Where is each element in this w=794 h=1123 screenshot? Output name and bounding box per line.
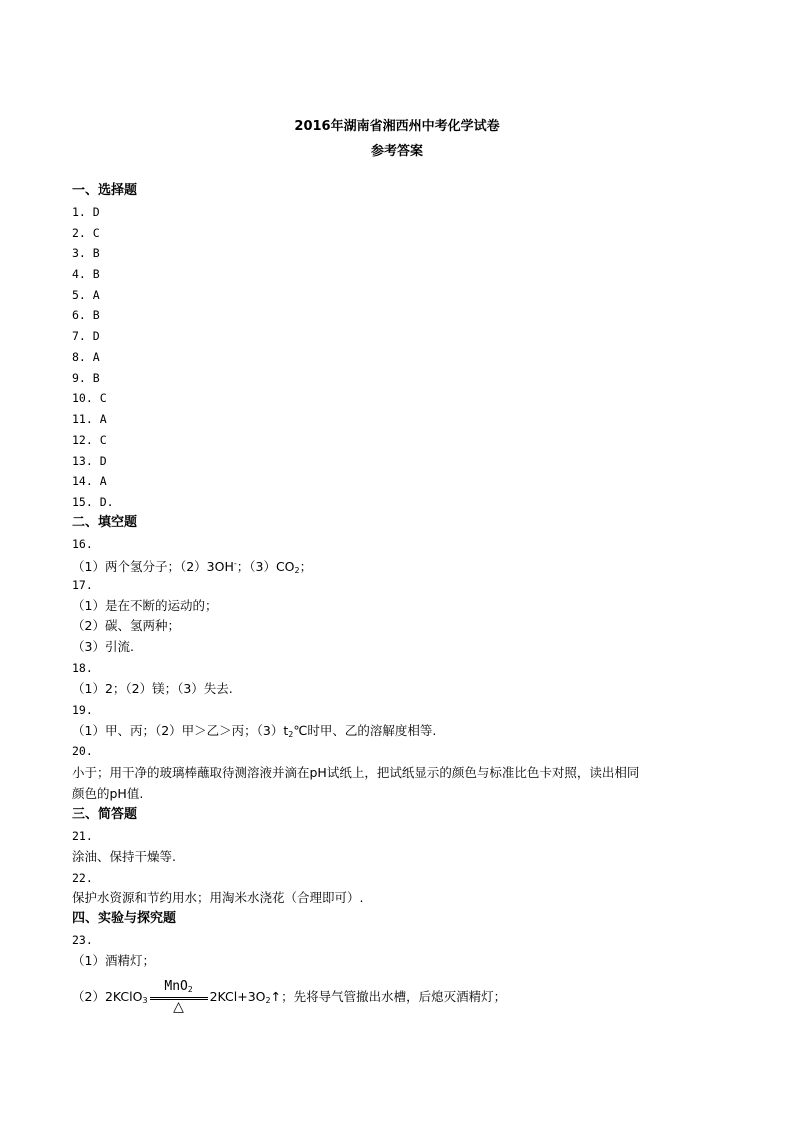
answer-11: 11. A (72, 412, 107, 426)
answer-14: 14. A (72, 474, 107, 488)
question-number-20: 20. (72, 744, 93, 758)
answer-18: （1）2；（2）镁；（3）失去. (72, 681, 233, 696)
answer-13: 13. D (72, 454, 107, 468)
answer-20-line1: 小于；用干净的玻璃棒蘸取待测溶液并滴在pH试纸上，把试纸显示的颜色与标准比色卡对照，读出相同 (72, 765, 640, 780)
question-number-23: 23. (72, 933, 93, 947)
question-number-19: 19. (72, 703, 93, 717)
question-number-22: 22. (72, 871, 93, 885)
answer-8: 8. A (72, 350, 100, 364)
reaction-condition (150, 980, 208, 1014)
catalyst-label: MnO$_2$ (164, 979, 193, 994)
answer-12: 12. C (72, 433, 107, 447)
answer-23-part1: （1）酒精灯； (72, 953, 155, 968)
section-heading-experiment: 四、实验与探究题 (72, 911, 177, 926)
answer-19: （1）甲、丙；（2）甲＞乙＞丙；$(3)t_2℃$时甲、乙的溶解度相等. (72, 723, 437, 739)
answer-20-line2: 颜色的pH值. (72, 786, 144, 801)
answer-6: 6. B (72, 308, 100, 322)
question-number-17: 17. (72, 578, 93, 592)
answer-17-part2: （2）碳、氢两种； (72, 618, 180, 633)
page-title: 2016年湖南省湘西州中考化学试卷 (294, 119, 500, 134)
answer-17-part1: （1）是在不断的运动的； (72, 598, 218, 613)
answer-3: 3. B (72, 246, 100, 260)
question-number-16: 16. (72, 537, 93, 551)
answer-10: 10. C (72, 391, 107, 405)
question-number-18: 18. (72, 661, 93, 675)
answer-17-part3: （3）引流. (72, 639, 134, 654)
answer-23-part2 (72, 980, 506, 1014)
section-heading-fill: 二、填空题 (72, 515, 138, 530)
answer-16: （1）两个氢分子；（2）3OH-；$(3)CO_2$； (72, 559, 313, 575)
question-number-21: 21. (72, 829, 93, 843)
equation-products: $2KCl+3O_2↑$；先将导气管撤出水槽，后熄灭酒精灯； (209, 988, 507, 1005)
answer-9: 9. B (72, 371, 100, 385)
answer-15: 15. D. (72, 495, 114, 509)
answer-1: 1. D (72, 205, 100, 219)
page-subtitle: 参考答案 (370, 144, 423, 159)
heating-symbol: △ (173, 999, 184, 1015)
answer-7: 7. D (72, 329, 100, 343)
answer-21: 涂油、保持干燥等. (72, 849, 176, 864)
answer-2: 2. C (72, 226, 100, 240)
answer-22: 保护水资源和节约用水；用淘米水浇花（合理即可）. (72, 890, 364, 905)
answer-5: 5. A (72, 288, 100, 302)
section-heading-choice: 一、选择题 (72, 183, 138, 198)
equation-reactant: （2）2KClO$_3$ (72, 988, 148, 1005)
section-heading-short: 三、简答题 (72, 807, 138, 822)
answer-4: 4. B (72, 267, 100, 281)
